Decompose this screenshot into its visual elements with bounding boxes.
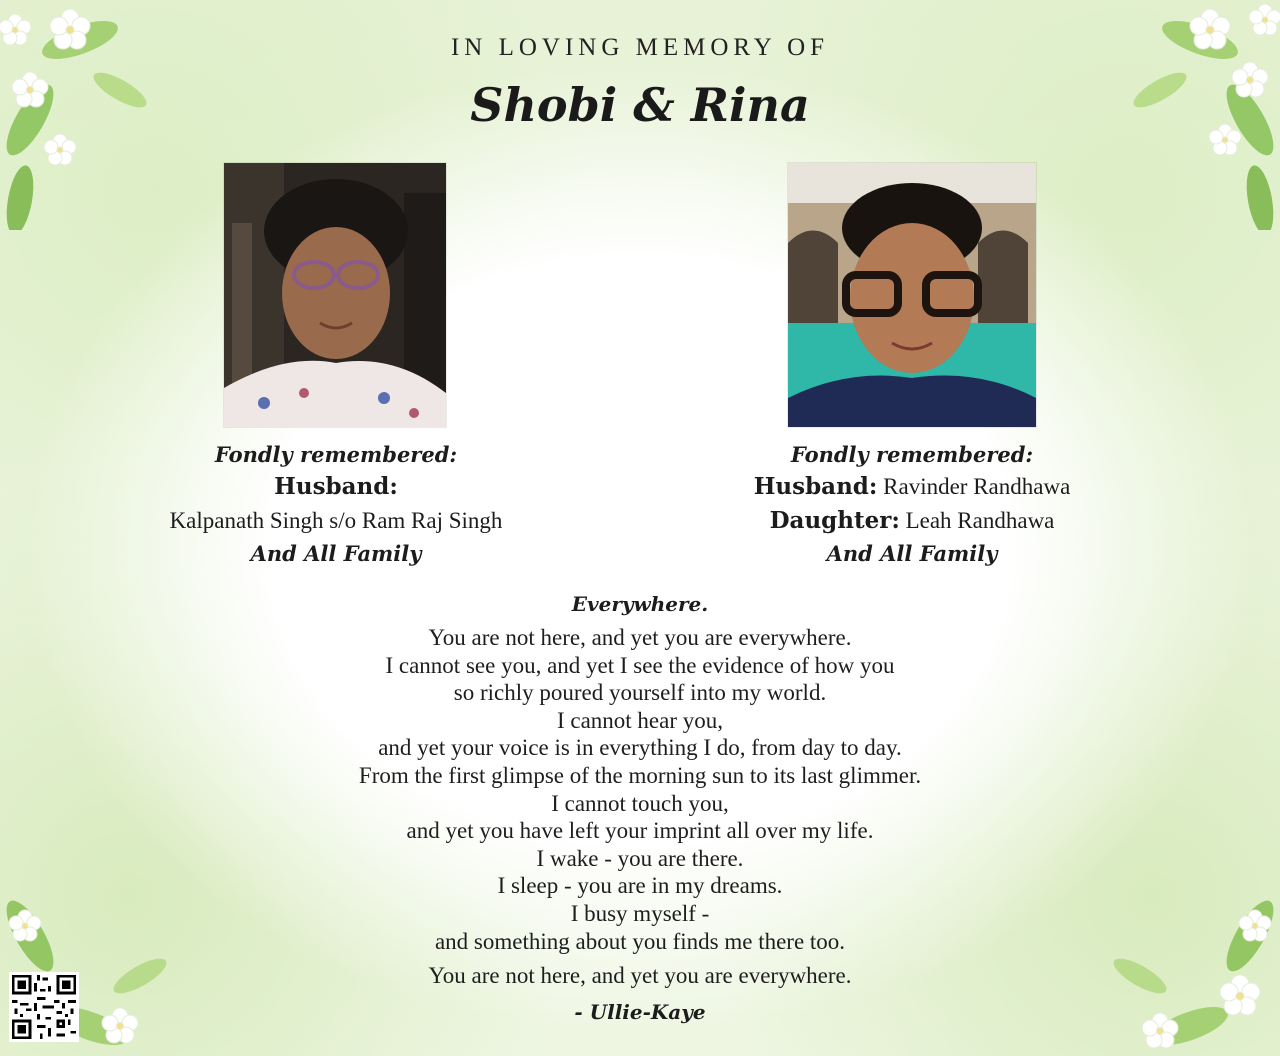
poem-title: Everywhere. [571,592,709,616]
husband-name: Kalpanath Singh s/o Ram Raj Singh [169,508,503,533]
poem-line: I busy myself - [570,900,710,926]
fondly-remembered-label: Fondly remembered: [214,442,458,467]
deceased-names: Shobi & Rina [470,78,810,132]
memory-heading: IN LOVING MEMORY OF [450,34,830,61]
husband-label: Husband: [274,473,398,500]
portrait-shobi [224,163,446,427]
poem-author: - Ullie-Kaye [574,1000,706,1024]
poem-line: I sleep - you are in my dreams. [497,873,783,899]
poem-line: and something about you finds me there too. [434,928,846,954]
poem-line: so richly poured yourself into my world. [453,680,827,706]
husband-name: Ravinder Randhawa [877,474,1071,499]
poem-line: I cannot touch you, [551,790,729,816]
poem-closing-line: You are not here, and yet you are everywhere. [428,963,852,988]
and-all-family: And All Family [826,541,998,566]
poem-body [0,624,1280,955]
poem-line: and yet you have left your imprint all over my life. [406,818,874,844]
remembrance-rina [650,440,1174,570]
and-all-family: And All Family [250,541,422,566]
poem-line: You are not here, and yet you are everywhere. [428,625,852,650]
poem-line: and yet your voice is in everything I do, from day to day. [378,735,902,761]
poem-line: I cannot hear you, [556,707,724,733]
poem-line: I cannot see you, and yet I see the evidence of how you [385,652,895,678]
daughter-label: Daughter: [769,507,900,534]
husband-label: Husband: [753,473,878,500]
daughter-name: Leah Randhawa [899,508,1055,533]
daughter-line [650,504,1174,538]
remembrance-shobi [90,440,582,570]
poem-line: I wake - you are there. [536,845,744,871]
husband-line [650,470,1174,504]
portrait-rina [788,163,1036,427]
poem-line: From the first glimpse of the morning sun to its last glimmer. [358,762,922,788]
fondly-remembered-label: Fondly remembered: [790,442,1034,467]
qr-code-icon[interactable] [9,972,79,1042]
